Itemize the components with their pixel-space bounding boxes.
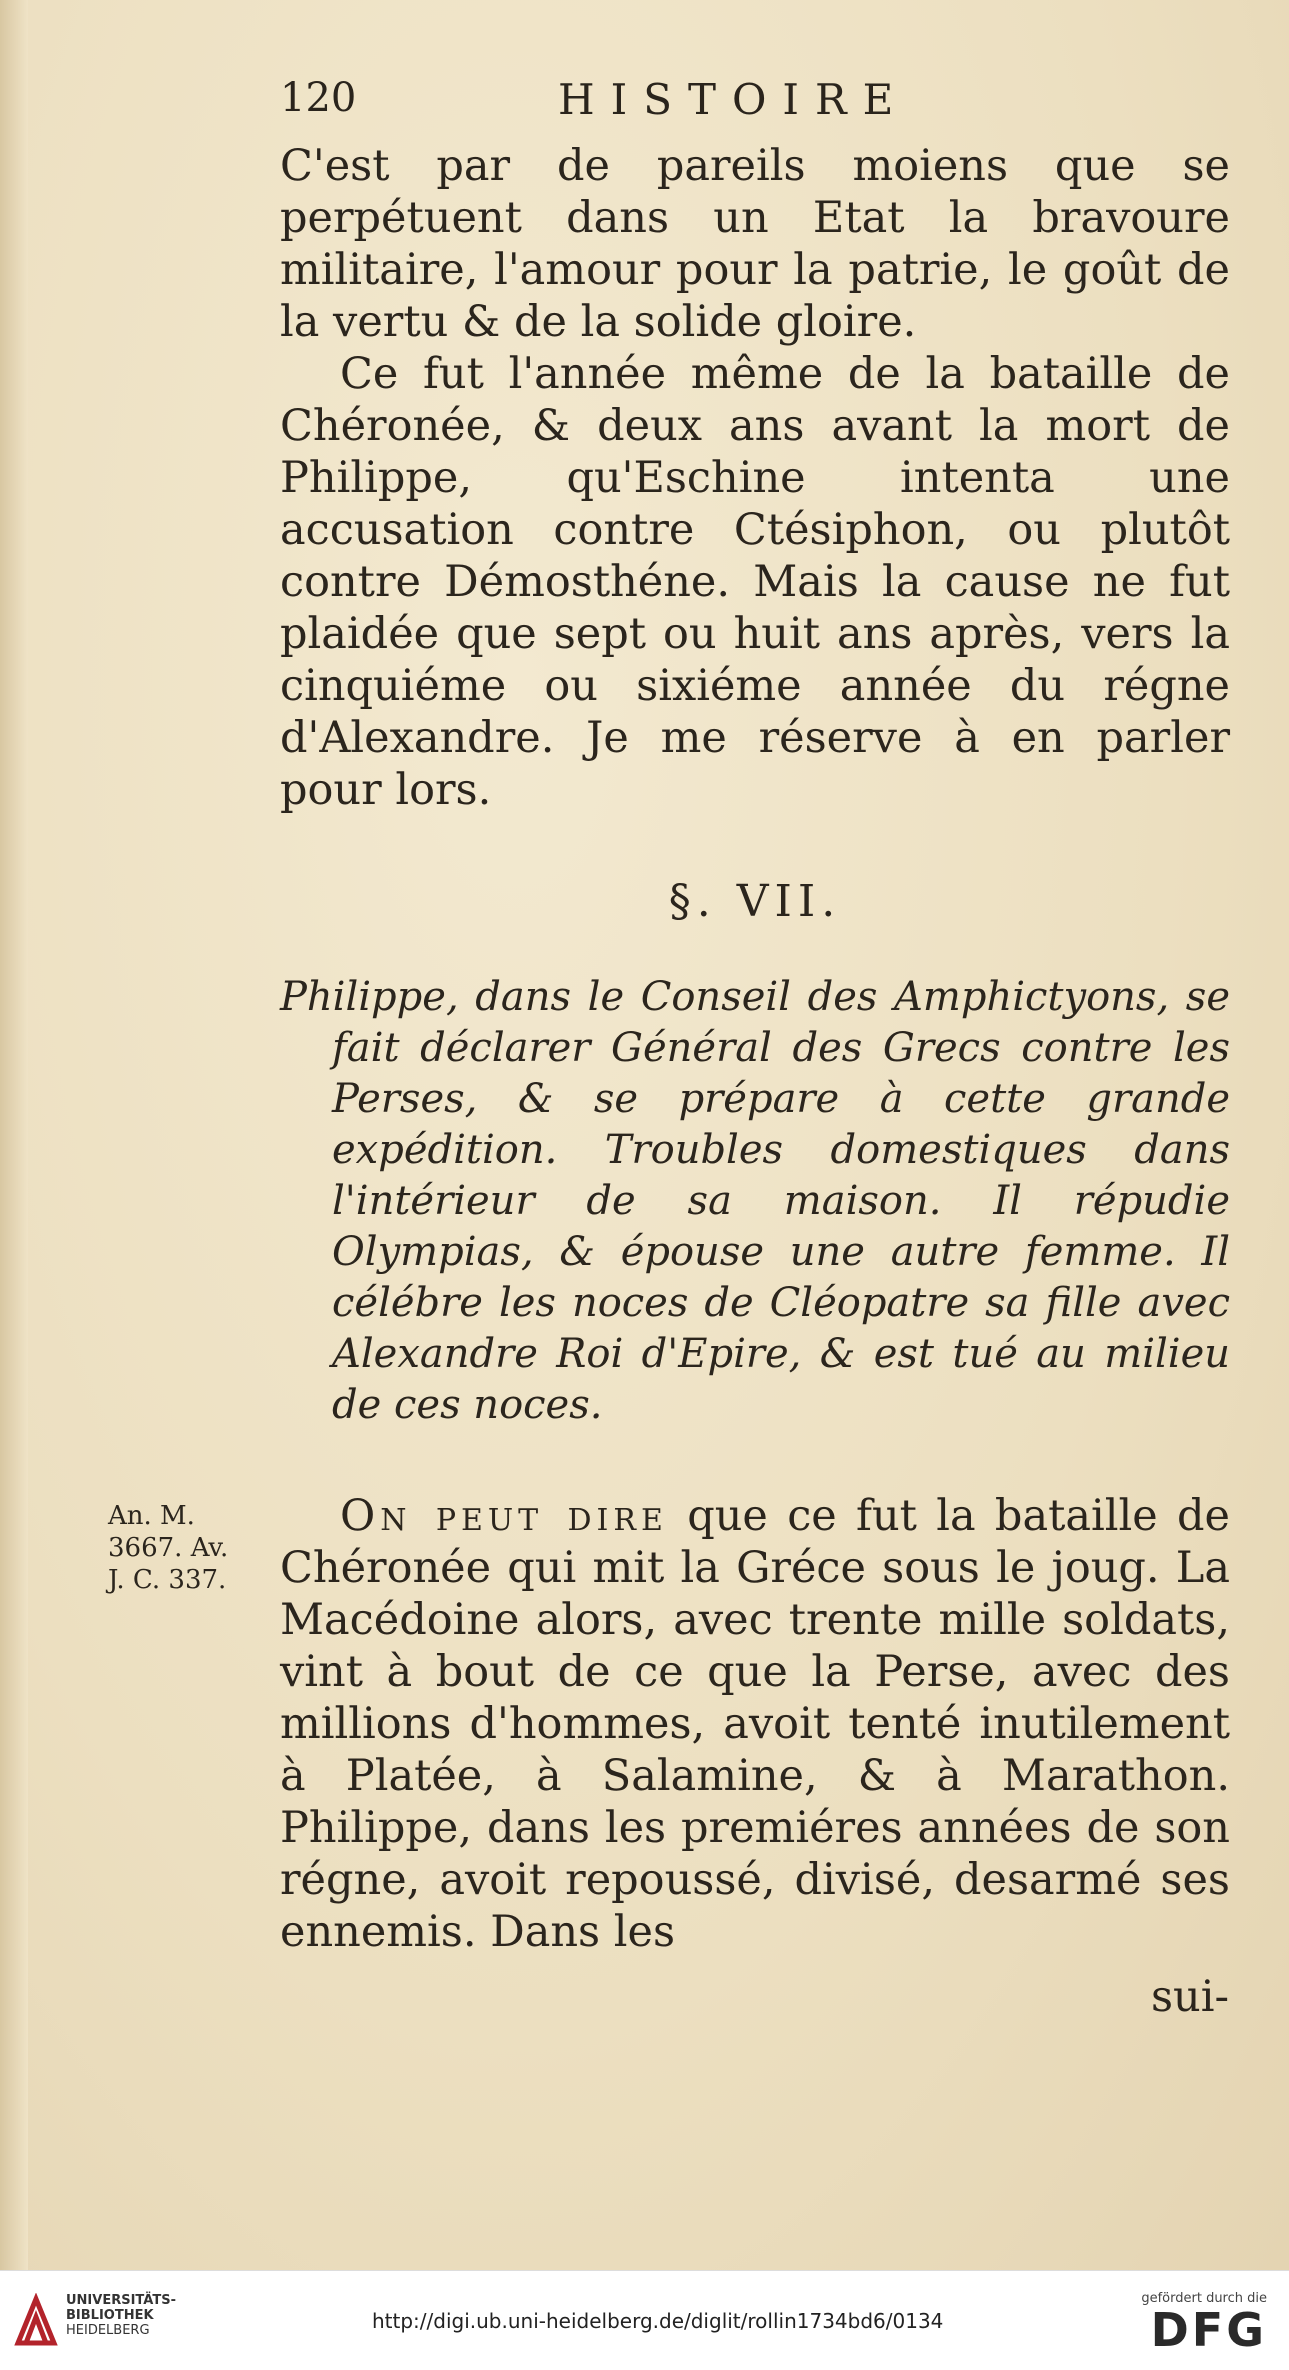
paragraph-3-body: que ce fut la bataille de Chéronée qui mit la Gréce sous le joug. La Macédoine alors, avec trente mille soldats, vint à bout de ce que la Perse, avec des millions d'hommes, avoit tenté inutilement à Platée, à Salamine, & à Marathon. Philippe, dans les premiéres années de son régne, avoit repoussé, divisé, desarmé ses ennemis. Dans les <box>280 1491 1231 1957</box>
page-header <box>280 75 1230 135</box>
permalink-url[interactable]: http://digi.ub.uni-heidelberg.de/diglit/rollin1734bd6/0134 <box>372 2309 944 2333</box>
margin-note-line: An. M. <box>108 1501 195 1531</box>
university-logo-icon <box>14 2293 58 2351</box>
paragraph-3-text <box>280 1490 1230 1958</box>
funding-credit <box>1141 2291 1267 2357</box>
paragraph-2 <box>280 348 1230 816</box>
margin-note-line: J. C. 337. <box>108 1565 227 1595</box>
university-name-line: BIBLIOTHEK <box>66 2308 154 2323</box>
catchword: sui- <box>1150 1972 1229 2022</box>
page-gutter <box>0 0 28 2270</box>
university-name-line: UNIVERSITÄTS- <box>66 2293 176 2308</box>
running-title: HISTOIRE <box>558 75 910 124</box>
funding-label: gefördert durch die <box>1141 2291 1267 2306</box>
margin-note-date <box>108 1500 278 1596</box>
section-summary: Philippe, dans le Conseil des Amphictyons, se fait déclarer Général des Grecs contre les Perses, & se prépare à cette grande expédition. Troubles domestiques dans l'intérieur de sa maison. Il répudie Olympias, & épouse une autre femme. Il célébre les noces de Cléopatre sa fille avec Alexandre Roi d'Epire, & est tué au milieu de ces noces. <box>280 974 1230 1428</box>
university-name <box>66 2293 176 2338</box>
margin-note-line: 3667. Av. <box>108 1533 229 1563</box>
university-name-line: HEIDELBERG <box>66 2323 150 2338</box>
dfg-logo: DFG <box>1150 2303 1267 2357</box>
section-heading: §. VII. <box>668 876 842 927</box>
paragraph-1 <box>280 140 1230 348</box>
paragraph-1-text: C'est par de pareils moiens que se perpétuent dans un Etat la bravoure militaire, l'amour pour la patrie, le goût de la vertu & de la solide gloire. <box>280 141 1230 347</box>
paragraph-3 <box>280 1490 1230 1958</box>
paragraph-3-lead: On peut dire <box>340 1491 668 1541</box>
page-number: 120 <box>280 75 357 121</box>
viewer-footer <box>0 2270 1289 2370</box>
paragraph-2-text: Ce fut l'année même de la bataille de Chéronée, & deux ans avant la mort de Philippe, qu'Eschine intenta une accusation contre Ctésiphon, ou plutôt contre Démosthéne. Mais la cause ne fut plaidée que sept ou huit ans après, vers la cinquiéme ou sixiéme année du régne d'Alexandre. Je me réserve à en parler pour lors. <box>280 349 1230 815</box>
